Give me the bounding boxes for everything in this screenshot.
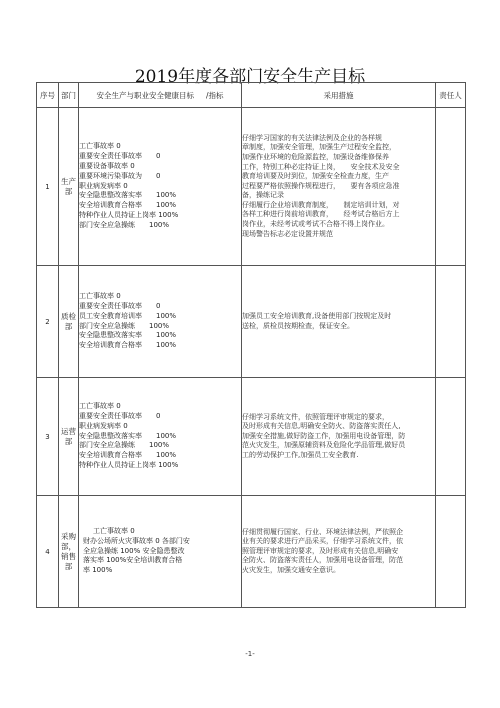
row-dept: 质检部	[59, 266, 79, 378]
measure-line: 全防火、防盗落实责任人，加强用电设备管理，防范	[242, 556, 403, 565]
header-owner: 责任人	[436, 83, 466, 108]
goal-line: 安全培训教育合格率 100%	[79, 201, 177, 210]
goal-line: 安全隐患整改落实率 100%	[79, 191, 177, 200]
measure-line: 过程要严格依照操作规程进行， 要有各项应急准	[242, 181, 400, 190]
measure-line: 加强员工安全培训教育,设备使用部门按规定及时	[242, 311, 392, 320]
header-goals	[79, 83, 242, 108]
measure-line: 现场警告标志必定设置并规范	[242, 229, 333, 238]
goal-line: 安全隐患整改落实率 100%	[79, 331, 177, 340]
measure-line: 仔细履行企业培训教育制度， 制定培训计划，对	[242, 200, 400, 209]
goal-line: 重要安全责任事故率 0	[79, 412, 161, 420]
measure-line: 送检，质检员按期检查，保证安全。	[242, 321, 354, 330]
row-owner	[436, 378, 466, 496]
goal-line: 工亡事故率 0	[79, 142, 121, 151]
row-seq: 1	[37, 108, 59, 266]
row-goals	[79, 378, 242, 496]
row-goals	[79, 496, 242, 608]
row-measures	[242, 496, 436, 608]
goal-line: 工亡事故率 0	[79, 402, 121, 411]
table-row	[37, 266, 466, 378]
goal-line: 全应急操练 100% 安全隐患整改	[83, 546, 185, 555]
row-owner	[436, 108, 466, 266]
goal-line: 安全培训教育合格率 100%	[79, 451, 177, 460]
goal-line: 职业病发病率 0	[79, 421, 128, 430]
measure-line: 工的劳动保护工作,加强员工安全教育.	[242, 450, 359, 459]
goal-line: 财办公场所火灾事故率 0 各部门安	[83, 536, 190, 545]
row-owner	[436, 266, 466, 378]
goal-line: 工亡事故率 0	[93, 527, 135, 535]
row-goals	[79, 266, 242, 378]
measure-line: 仔细贯彻履行国家、行业、环境法律法例，严依照企	[242, 527, 403, 536]
row-seq: 3	[37, 378, 59, 496]
measure-line: 范火灾发生，加强原辅资料及危险化学品管理,做好员	[242, 441, 406, 450]
header-goals-suffix: /指标	[205, 90, 224, 100]
goal-line: 重要安全责任事故率 0	[79, 301, 161, 310]
table-header-row	[37, 83, 466, 108]
header-goals-label: 安全生产与职业安全健康目标	[96, 90, 195, 100]
goal-line: 重要环境污染事故为 0	[79, 171, 161, 180]
goal-line: 员工安全教育培训率 100%	[79, 311, 177, 320]
row-seq: 2	[37, 266, 59, 378]
measure-line: 及时形成有关信息,明确安全防火、防盗落实责任人,	[242, 422, 401, 431]
row-measures	[242, 266, 436, 378]
goal-line: 率 100%	[83, 566, 113, 575]
measure-line: 照管理评审规定的要求，及时形成有关信息,明确安	[242, 546, 399, 555]
goal-line: 重要设备事故率 0	[79, 162, 135, 170]
measure-line: 业有关的要求进行产品采买，仔细学习系统文件，依	[242, 537, 403, 546]
goal-line: 部门安全应急操练 100%	[79, 441, 170, 450]
goal-line: 安全隐患整改落实率 100%	[79, 431, 177, 440]
goal-line: 职业病发病率 0	[79, 181, 128, 190]
table-row	[37, 378, 466, 496]
row-goals	[79, 108, 242, 266]
measure-line: 教育培训要及时到位，加强安全检查力度，生产	[242, 172, 389, 181]
measure-line: 备，操练记录	[242, 191, 284, 200]
row-dept: 采购部，销售部	[59, 496, 79, 608]
measure-line: 仔细学习系统文件，依照管理评审规定的要求，	[242, 412, 389, 421]
goal-line: 特种作业人员持证上岗率 100%	[79, 460, 179, 469]
row-dept: 生产部	[59, 108, 79, 266]
row-owner	[436, 496, 466, 608]
row-measures	[242, 378, 436, 496]
page-title: 2019年度各部门安全生产目标	[134, 67, 366, 87]
row-measures	[242, 108, 436, 266]
measure-line: 工作，特别工种必定持证上岗， 安全技术及安全	[242, 162, 400, 171]
goal-line: 部门安全应急操练 100%	[79, 321, 170, 330]
header-seq: 序号	[37, 83, 59, 108]
safety-goals-table	[36, 82, 466, 608]
table-row	[37, 496, 466, 608]
goal-line: 工亡事故率 0	[79, 292, 121, 301]
measure-line: 各样工种进行岗前培训教育， 经考试合格后方上	[242, 210, 400, 219]
measure-line: 加强作业环境的危险源监控，加强设备维修保养	[242, 152, 389, 161]
measure-line: 岗作业，未经考试或考试不合格不得上岗作业。	[242, 220, 389, 229]
measure-line: 仔细学习国家的有关法律法例及企业的各样规	[242, 133, 382, 142]
table-row	[37, 108, 466, 266]
header-measures: 采用措施	[242, 83, 436, 108]
goal-line: 安全培训教育合格率 100%	[79, 341, 177, 350]
measure-line: 章制度，加强安全管理，加强生产过程安全监控，	[242, 143, 396, 152]
header-dept: 部门	[59, 83, 79, 108]
goal-line: 部门安全应急操练 100%	[79, 220, 170, 229]
row-seq: 4	[37, 496, 59, 608]
row-dept: 运营部	[59, 378, 79, 496]
goal-line: 重要安全责任事故率 0	[79, 152, 161, 161]
measure-line: 加强安全措施,做好防盗工作，加强用电设备管理，防	[242, 431, 406, 440]
goal-line: 落实率 100%安全培训教育合格	[83, 556, 183, 565]
goal-line: 特种作业人员持证上岗率 100%	[79, 210, 179, 219]
measure-line: 火灾发生，加强交通安全意识。	[242, 565, 340, 574]
page-number: -1-	[245, 650, 255, 658]
